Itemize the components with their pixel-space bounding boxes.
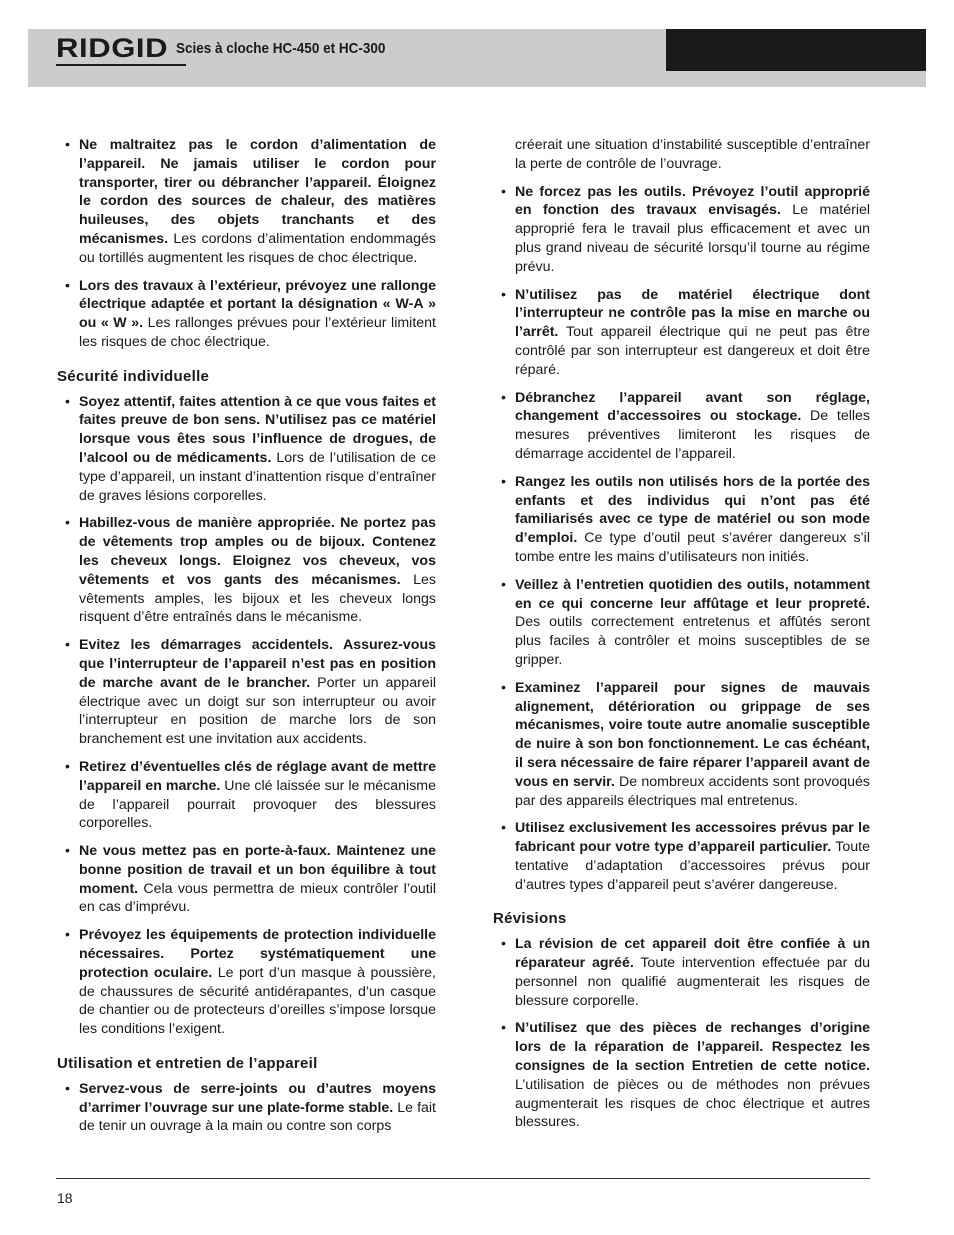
list-item xyxy=(496,576,870,670)
list-item xyxy=(60,842,436,917)
item-text: Le fait de tenir un ouvrage à la main ou contre son corps xyxy=(79,1099,436,1135)
document-title: Scies à cloche HC-450 et HC-300 xyxy=(176,40,386,57)
item-text: Des outils correctement entretenus et affûtés seront plus faciles à contrôler et moins susceptibles de se gripper. xyxy=(515,614,870,668)
list-item xyxy=(496,935,870,1010)
bullet: • xyxy=(65,927,70,944)
item-text: De telles mesures préventives limiteront les risques de démarrage accidentel de l’appareil. xyxy=(515,408,870,462)
list-item xyxy=(60,758,436,833)
bullet: • xyxy=(501,286,506,303)
item-bold: N’utilisez pas de matériel électrique dont l’interrupteur ne contrôle pas la mise en marche ou l’arrêt. xyxy=(515,286,870,341)
section-heading: Sécurité individuelle xyxy=(57,367,210,385)
ridgid-logo: RIDGID xyxy=(56,33,169,63)
item-bold: Retirez d’éventuelles clés de réglage avant de mettre l’appareil en marche. xyxy=(79,758,436,794)
item-text: Lors de l’utilisation de ce type d’appareil, un instant d’inattention risque d’entraîner de graves lésions corporelles. xyxy=(79,449,437,504)
item-text: Porter un appareil électrique avec un doigt sur son interrupteur ou avoir l’interrupteur en position de marche lors de son branchement est une invitation aux accidents. xyxy=(79,674,437,748)
item-bold: Débranchez l’appareil avant son réglage, changement d’accessoires ou stockage. xyxy=(515,389,870,425)
item-text: Le matériel approprié fera le travail plus efficacement et avec un plus grand niveau de sécurité lorsqu’il tourne au régime prévu. xyxy=(515,202,871,275)
item-bold: Ne vous mettez pas en porte-à-faux. Maintenez une bonne position de travail et un bon équilibre à tout moment. xyxy=(79,843,436,897)
item-bold: Evitez les démarrages accidentels. Assurez-vous que l’interrupteur de l’appareil n’est pas en position de marche avant de le brancher. xyxy=(79,637,436,691)
continued-text: créerait une situation d’instabilité susceptible d’entraîner la perte de contrôle de l’ouvrage. xyxy=(515,137,870,172)
bullet: • xyxy=(501,679,506,696)
item-text: Cela vous permettra de mieux contrôler l’outil en cas d’imprévu. xyxy=(79,880,436,916)
bullet: • xyxy=(65,843,70,860)
item-bold: Prévoyez les équipements de protection individuelle nécessaires. Portez systématiquement une protection oculaire. xyxy=(79,927,436,981)
list-item xyxy=(496,1019,870,1132)
item-text: Les cordons d’alimentation endommagés ou tortillés augmentent les risques de choc électrique. xyxy=(79,230,436,266)
list-item xyxy=(60,636,436,749)
list-item xyxy=(60,277,436,352)
bullet: • xyxy=(65,758,70,775)
item-text: De nombreux accidents sont provoqués par des appareils électriques mal entretenus. xyxy=(515,773,870,809)
list-item xyxy=(60,514,436,627)
footer-divider xyxy=(56,1178,870,1179)
bullet: • xyxy=(501,820,506,837)
item-bold: Ne maltraitez pas le cordon d’alimentation de l’appareil. Ne jamais utiliser le cordon pour transporter, tirer ou débrancher l’appareil. Éloignez le cordon des sources de chaleur, des matières huileuses, des objets tranchants et des mécanismes. xyxy=(79,137,436,247)
bullet: • xyxy=(65,137,70,153)
section-heading: Révisions xyxy=(493,910,567,928)
bullet: • xyxy=(65,393,70,410)
bullet: • xyxy=(65,277,70,294)
item-text: Les vêtements amples, les bijoux et les cheveux longs risquent d’être entraînés dans le mécanisme. xyxy=(79,571,436,626)
header-black-block xyxy=(666,29,926,71)
item-bold: Servez-vous de serre-joints ou d’autres moyens d’arrimer l’ouvrage sur une plate-forme stable. xyxy=(79,1080,436,1116)
item-text: Une clé laissée sur le mécanisme de l’appareil pourrait provoquer des blessures corporelles. xyxy=(79,777,436,832)
item-text: Tout appareil électrique qui ne peut pas être contrôlé par son interrupteur est dangereux et doit être réparé. xyxy=(515,324,870,378)
item-bold: Lors des travaux à l’extérieur, prévoyez une rallonge électrique adaptée et portant la désignation « W-A » ou « W ». xyxy=(79,277,436,332)
list-item xyxy=(60,926,436,1039)
item-text: Toute intervention effectuée par du personnel non qualifié augmenterait les risques de blessure corporelle. xyxy=(515,955,870,1009)
bullet: • xyxy=(65,515,70,532)
item-text: Ce type d’outil peut s’avérer dangereux s’il tombe entre les mains d’utilisateurs non initiés. xyxy=(515,530,870,565)
bullet: • xyxy=(501,473,506,490)
list-item xyxy=(60,136,436,268)
page-number: 18 xyxy=(57,1190,73,1206)
item-text: L’utilisation de pièces ou de méthodes non prévues augmenterait les risques de choc électrique et autres blessures. xyxy=(515,1076,870,1131)
list-item xyxy=(496,183,870,277)
item-text: Toute tentative d’adaptation d’accessoires prévus pour d’autres types d’appareil peut s’avérer dangereuse. xyxy=(515,839,871,893)
bullet: • xyxy=(501,389,506,406)
list-item xyxy=(496,389,870,464)
list-item xyxy=(60,1080,436,1136)
bullet: • xyxy=(65,637,70,654)
item-bold: Veillez à l’entretien quotidien des outils, notamment en ce qui concerne leur affûtage et leur propreté. xyxy=(515,576,870,612)
item-bold: Utilisez exclusivement les accessoires prévus par le fabricant pour votre type d’appareil particulier. xyxy=(515,820,870,856)
bullet: • xyxy=(501,576,506,593)
item-bold: Soyez attentif, faites attention à ce que vous faites et faites preuve de bon sens. N’utilisez pas ce matériel lorsque vous êtes sous l’influence de drogues, de l’alcool ou de médicaments. xyxy=(79,393,436,466)
left-column xyxy=(57,136,437,1145)
page-header xyxy=(28,29,926,87)
item-bold: Rangez les outils non utilisés hors de la portée des enfants et des individus qui n’ont pas été familiarisés avec ce type de matériel ou son mode d’emploi. xyxy=(515,473,870,547)
bullet: • xyxy=(501,183,506,200)
right-column xyxy=(493,136,871,1141)
item-bold: Examinez l’appareil pour signes de mauvais alignement, détérioration ou grippage de ses mécanismes, voire toute autre anomalie susceptible de nuire à son bon fonctionnement. Le cas échéant, il sera nécessaire de faire réparer l’appareil avant de vous en servir. xyxy=(515,679,870,790)
bullet: • xyxy=(501,936,506,953)
item-text: Les rallonges prévues pour l’extérieur limitent les risques de choc électrique. xyxy=(79,315,436,350)
list-item xyxy=(496,473,870,567)
item-bold: Habillez-vous de manière appropriée. Ne portez pas de vêtements trop amples ou de bijoux. Contenez les cheveux longs. Eloignez vos cheveux, vos vêtements et vos gants des mécanismes. xyxy=(79,515,436,588)
list-item xyxy=(496,819,870,894)
bullet: • xyxy=(65,1080,70,1097)
list-item xyxy=(496,679,870,811)
item-bold: Ne forcez pas les outils. Prévoyez l’outil approprié en fonction des travaux envisagés. xyxy=(515,183,870,219)
item-text: Le port d’un masque à poussière, de chaussures de sécurité antidérapantes, d’un casque de chantier ou de protecteurs d’oreilles s’impose lorsque les conditions l’exigent. xyxy=(79,964,436,1038)
header-gray-band-lower xyxy=(28,71,926,87)
logo-underline xyxy=(56,64,186,66)
list-item xyxy=(496,286,870,380)
item-bold: La révision de cet appareil doit être confiée à un réparateur agréé. xyxy=(515,936,870,972)
section-heading: Utilisation et entretien de l’appareil xyxy=(57,1055,318,1073)
list-item xyxy=(60,393,436,506)
bullet: • xyxy=(501,1020,506,1037)
item-bold: N’utilisez que des pièces de rechanges d’origine lors de la réparation de l’appareil. Respectez les consignes de la section Entretien de cette notice. xyxy=(515,1020,870,1075)
